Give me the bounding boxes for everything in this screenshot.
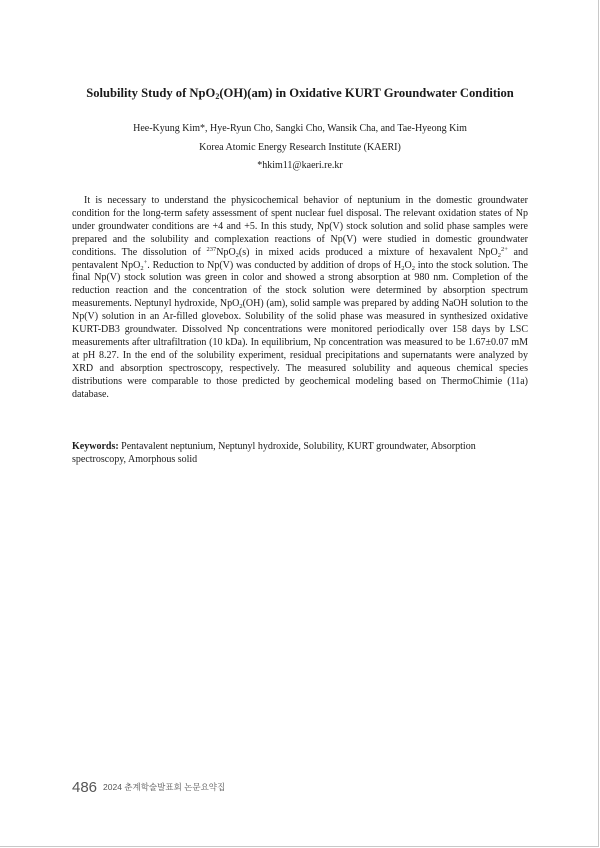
page-number: 486 bbox=[72, 779, 98, 796]
abstract-text: (OH) (am), solid sample was prepared by adding NaOH solution to the Np(V) solution in an Ar-filled glovebox. Solubility of the solid phase was measured in synthesized oxidative KURT-DB3 groundwater. Dissolved Np concentrations were monitored periodically over 158 days by LSC measurements after ultrafiltration (10 kDa). In equilibrium, Np concentration was measured to be 1.67±0.07 mM at pH 8.27. In the end of the solubility experiment, residual precipitations and supernatants were analyzed by XRD and absorption spectroscopy, respectively. The measured solubility and aqueous chemical species distributions were comparable to those predicted by geochemical modeling based on ThermoChimie (11a) database. bbox=[72, 298, 528, 400]
page-footer bbox=[72, 779, 225, 799]
affiliation: Korea Atomic Energy Research Institute (KAERI) bbox=[199, 142, 401, 153]
keywords-text: Pentavalent neptunium, Neptunyl hydroxide, Solubility, KURT groundwater, Absorption spectroscopy, Amorphous solid bbox=[72, 441, 476, 465]
paper-title bbox=[0, 86, 600, 101]
subscript: 2 bbox=[235, 251, 239, 259]
abstract-text: It is necessary to understand the physicochemical behavior of neptunium in the domestic groundwater condition for the long-term safety assessment of spent nuclear fuel disposal. The relevant oxidation states of Np under groundwater conditions are +4 and +5. In this study, Np(V) stock solution and solid phase samples were prepared and the solubility and complexation reactions of Np(V) were studied in domestic groundwater conditions. The dissolution of bbox=[72, 195, 528, 258]
charge-superscript: 2+ bbox=[500, 245, 508, 253]
subscript: 2 bbox=[401, 264, 405, 272]
abstract-text: (s) in mixed acids produced a mixture of hexavalent NpO bbox=[238, 246, 498, 258]
keywords-label: Keywords: bbox=[72, 441, 119, 452]
subscript: 2 bbox=[497, 251, 501, 259]
corresponding-email: *hkim11@kaeri.re.kr bbox=[257, 160, 343, 171]
subscript: 2 bbox=[140, 264, 144, 272]
subscript: 2 bbox=[411, 264, 415, 272]
abstract-body bbox=[72, 195, 528, 402]
abstract-text: and pentavalent NpO bbox=[72, 246, 528, 271]
keywords bbox=[72, 440, 528, 466]
abstract-text: into the stock solution. The final Np(V) stock solution was green in color and showed a strong absorption at 980 nm. Completion of the reduction reaction and the concentration of the stock solution were determined by absorption spectrum measurements. Neptunyl hydroxide, NpO bbox=[72, 259, 528, 310]
abstract-text: O bbox=[404, 259, 412, 271]
title-suffix: (OH)(am) in Oxidative KURT Groundwater Condition bbox=[219, 86, 514, 100]
abstract-text: . Reduction to Np(V) was conducted by addition of drops of H bbox=[147, 259, 402, 271]
title-prefix: Solubility Study of NpO bbox=[86, 86, 216, 100]
isotope-superscript: 237 bbox=[206, 245, 217, 253]
proceedings-title: 2024 춘계학술발표회 논문요약집 bbox=[103, 782, 226, 792]
abstract-text: NpO bbox=[216, 246, 236, 258]
title-subscript: 2 bbox=[215, 92, 220, 101]
subscript: 2 bbox=[239, 303, 243, 311]
author-list: Hee-Kyung Kim*, Hye-Ryun Cho, Sangki Cho, Wansik Cha, and Tae-Hyeong Kim bbox=[133, 123, 467, 134]
charge-superscript: + bbox=[143, 258, 148, 266]
